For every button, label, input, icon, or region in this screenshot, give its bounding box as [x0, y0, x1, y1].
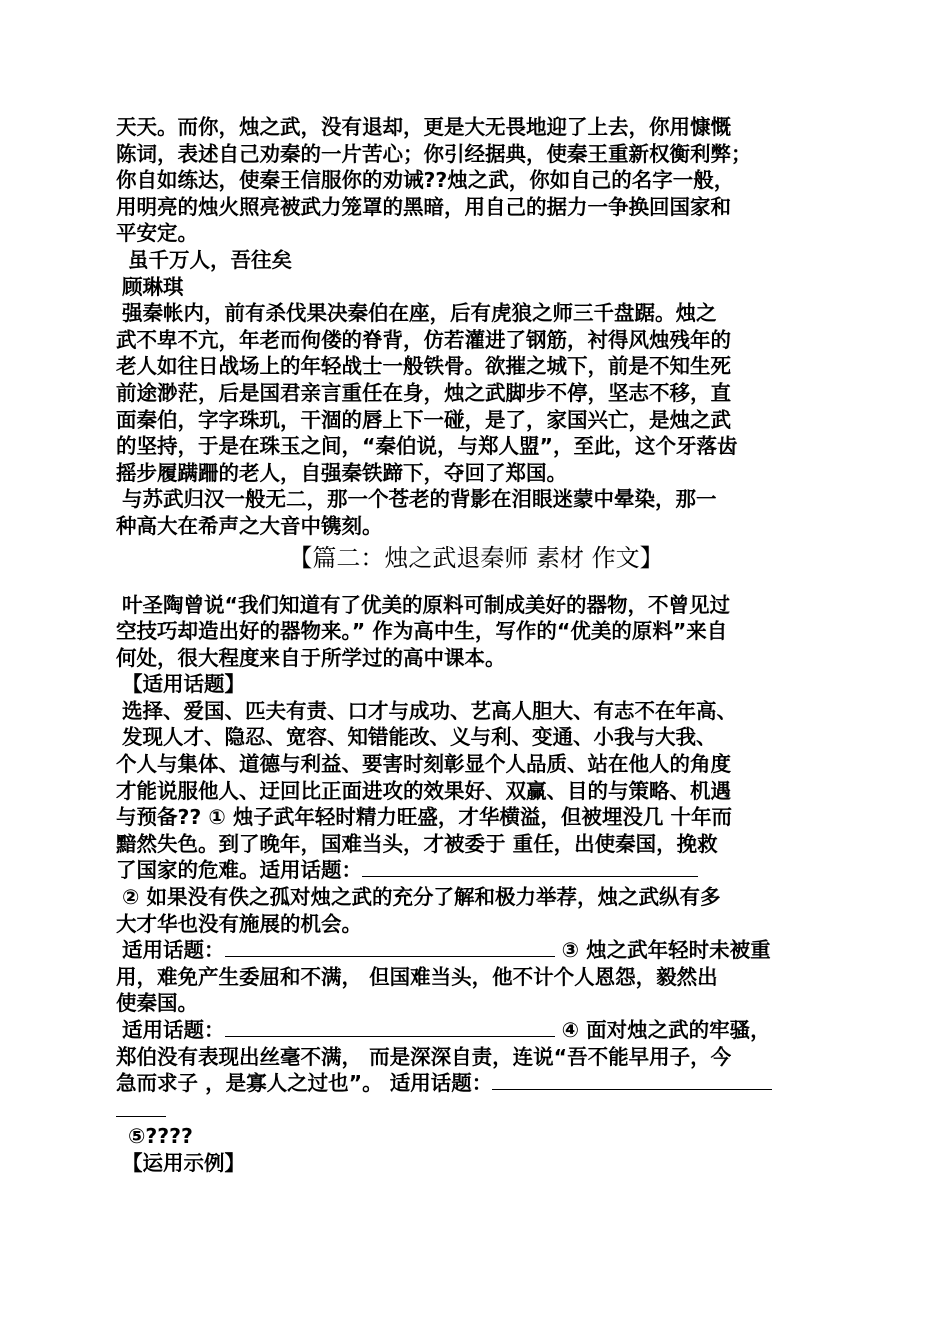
text-line: 叶圣陶曾说“我们知道有了优美的原料可制成美好的器物，不曾见过 [122, 592, 730, 617]
text-segment: ④ 面对烛之武的牢骚， [561, 1018, 771, 1042]
text-line: 空技巧却造出好的器物来。” 作为高中生，写作的“优美的原料”来自 [116, 619, 728, 644]
text-line: 前途渺茫，后是国君亲言重任在身，烛之武脚步不停，坚志不移，直 [116, 380, 731, 405]
text-line: 的坚持，于是在珠玉之间，“秦伯说，与郑人盟”，至此，这个牙落齿 [116, 434, 738, 459]
text-line: 何处，很大程度来自于所学过的高中课本。 [116, 645, 506, 670]
text-line: 大才华也没有施展的机会。 [116, 911, 362, 936]
text-line: 老人如往日战场上的年轻战士一般铁骨。欲摧之城下，前是不知生死 [116, 354, 731, 379]
text-line: 使秦国。 [116, 991, 198, 1016]
answer-blank[interactable] [225, 938, 555, 957]
text-line: 武不卑不亢，年老而佝偻的脊背，仿若灌进了钢筋，衬得风烛残年的 [116, 327, 731, 352]
answer-blank[interactable] [116, 1098, 166, 1117]
text-line [116, 857, 836, 884]
text-line [116, 1070, 836, 1097]
examples-label: 【运用示例】 [122, 1150, 245, 1175]
text-segment: ③ 烛之武年轻时未被重 [561, 938, 771, 963]
text-line: 平安定。 [116, 221, 198, 246]
item-4 [116, 1017, 836, 1123]
text-line [116, 937, 836, 964]
topic-label: 适用话题： [122, 938, 225, 963]
text-segment: 了国家的危难。适用话题： [116, 858, 362, 883]
essay2-title: 虽千万人，吾往矣 [128, 247, 292, 272]
text-line [116, 1017, 836, 1044]
text-line: ② 如果没有佚之孤对烛之武的充分了解和极力举荐，烛之武纵有多 [122, 885, 721, 910]
text-line: 黯然失色。到了晚年，国难当头，才被委于 重任，出使秦国，挽救 [116, 831, 718, 856]
text-line: 选择、爱国、匹夫有责、口才与成功、艺高人胆大、有志不在年高、 [122, 698, 737, 723]
text-line: 与预备?? ① 烛子武年轻时精力旺盛，才华横溢，但被埋没几 十年而 [116, 805, 733, 830]
text-line: 个人与集体、道德与利益、要害时刻彰显个人品质、站在他人的角度 [116, 752, 731, 777]
answer-blank[interactable] [225, 1018, 555, 1037]
text-line: 面秦伯，字字珠玑，干涸的唇上下一碰，是了，家国兴亡，是烛之武 [116, 407, 731, 432]
essay2-paragraph-1 [116, 300, 836, 486]
text-line: 天天。而你，烛之武，没有退却，更是大无畏地迎了上去，你用慷慨 [116, 115, 731, 139]
text-line: 强秦帐内，前有杀伐果决秦伯在座，后有虎狼之师三千盘踞。烛之 [122, 301, 717, 326]
text-segment: 急而求子 ，是寡人之过也”。 适用话题： [116, 1071, 493, 1096]
section-heading: 【篇二：烛之武退秦师 素材 作文】 [288, 543, 664, 572]
text-line: 才能说服他人、迂回比正面进攻的效果好、双赢、目的与策略、机遇 [116, 778, 731, 803]
text-line: 你自如练达，使秦王信服你的劝诫??烛之武，你如自己的名字一般， [116, 168, 735, 193]
text-line: 种高大在希声之大音中镌刻。 [116, 513, 383, 538]
section2-intro [116, 592, 836, 672]
text-line: 陈词，表述自己劝秦的一片苦心；你引经据典，使秦王重新权衡利弊； [116, 141, 752, 166]
topics-list [116, 698, 836, 884]
text-line: 郑伯没有表现出丝毫不满， 而是深深自责，连说“吾不能早用子，今 [116, 1044, 732, 1069]
text-line: 用，难免产生委屈和不满， 但国难当头，他不计个人恩怨，毅然出 [116, 964, 718, 989]
text-line: 与苏武归汉一般无二，那一个苍老的背影在泪眼迷蒙中晕染，那一 [122, 487, 717, 512]
text-line: 用明亮的烛火照亮被武力笼罩的黑暗，用自己的据力一争换回国家和 [116, 194, 731, 219]
essay2-author: 顾琳琪 [122, 274, 184, 299]
topics-label: 【适用话题】 [122, 672, 245, 697]
answer-blank[interactable] [362, 858, 698, 877]
essay2-paragraph-2 [116, 486, 836, 539]
text-line: 摇步履蹒跚的老人，自强秦铁蹄下，夺回了郑国。 [116, 460, 567, 485]
topic-label: 适用话题： [122, 1018, 225, 1042]
answer-blank[interactable] [492, 1071, 772, 1090]
item-3 [116, 937, 836, 1017]
essay1-paragraph [116, 114, 836, 247]
item-2 [116, 884, 836, 937]
item-5: ⑤???? [128, 1124, 193, 1149]
text-line: 发现人才、隐忍、宽容、知错能改、义与利、变通、小我与大我、 [122, 725, 717, 750]
text-line [116, 1097, 836, 1124]
document-page [116, 114, 836, 1177]
